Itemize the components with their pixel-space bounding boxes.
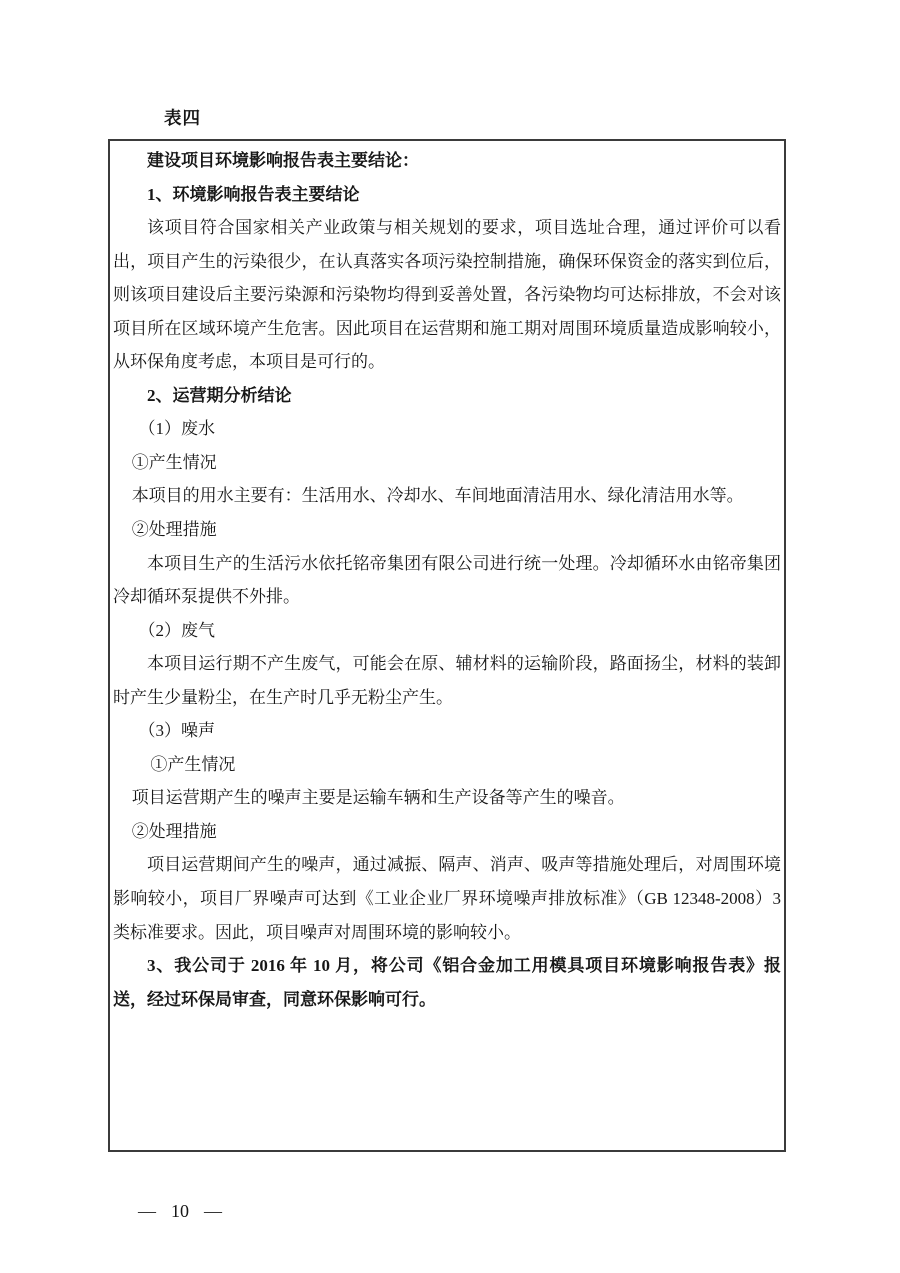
report-conclusion-table [108, 139, 786, 1152]
page-number: 10 [171, 1201, 189, 1221]
page-footer [138, 1201, 222, 1222]
section-1-heading: 1、环境影响报告表主要结论 [147, 184, 360, 204]
noise-generation-label: ①产生情况 [150, 754, 236, 774]
report-main-title: 建设项目环境影响报告表主要结论： [147, 151, 419, 170]
subsection-wastewater-heading: （1）废水 [138, 419, 215, 439]
wastewater-treatment-body: 本项目生产的生活污水依托铭帝集团有限公司进行统一处理。冷却循环水由铭帝集团冷却循环泵提供不外排。 [113, 553, 781, 607]
noise-treatment-label: ②处理措施 [131, 821, 217, 841]
subsection-noise-heading: （3）噪声 [138, 721, 215, 741]
table-number-label: 表四 [164, 108, 201, 128]
noise-treatment-body: 项目运营期间产生的噪声，通过减振、隔声、消声、吸声等措施处理后，对周围环境影响较小，项目厂界噪声可达到《工业企业厂界环境噪声排放标准》（GB 12348-2008）3 类标准要求。因此，项目噪声对周围环境的影响较小。 [113, 855, 781, 942]
section-2-heading: 2、运营期分析结论 [147, 385, 292, 405]
noise-generation-body: 项目运营期产生的噪声主要是运输车辆和生产设备等产生的噪音。 [131, 788, 625, 808]
wastewater-generation-label: ①产生情况 [131, 452, 217, 472]
section-1-body: 该项目符合国家相关产业政策与相关规划的要求，项目选址合理，通过评价可以看出，项目产生的污染很少，在认真落实各项污染控制措施，确保环保资金的落实到位后，则该项目建设后主要污染源和污染物均得到妥善处置，各污染物均可达标排放，不会对该项目所在区域环境产生危害。因此项目在运营期和施工期对周围环境质量造成影响较小，从环保角度考虑，本项目是可行的。 [113, 218, 781, 372]
wastewater-generation-body: 本项目的用水主要有：生活用水、冷却水、车间地面清洁用水、绿化清洁用水等。 [131, 486, 744, 506]
exhaust-body: 本项目运行期不产生废气，可能会在原、辅材料的运输阶段，路面扬尘，材料的装卸时产生少量粉尘，在生产时几乎无粉尘产生。 [113, 654, 781, 707]
footer-left-dash: — [138, 1201, 156, 1221]
footer-right-dash: — [204, 1201, 222, 1221]
subsection-exhaust-heading: （2）废气 [138, 620, 215, 640]
wastewater-treatment-label: ②处理措施 [131, 520, 217, 540]
section-3-body: 3、我公司于 2016 年 10 月，将公司《铝合金加工用模具项目环境影响报告表》报送，经过环保局审查，同意环保影响可行。 [113, 956, 781, 1009]
